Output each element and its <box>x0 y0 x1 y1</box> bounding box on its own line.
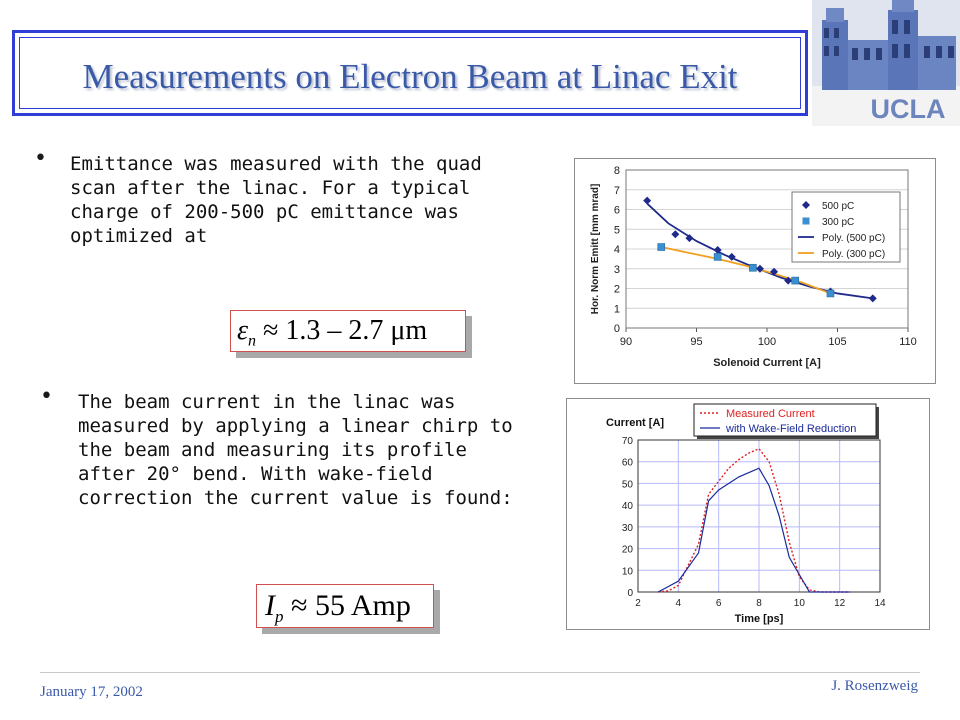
formula-symbol: I <box>265 589 275 622</box>
legend-swatch <box>803 218 810 225</box>
y-tick-label: 8 <box>613 165 620 177</box>
data-point-300pc <box>714 253 721 260</box>
bullet-line: the beam and measuring its profile <box>78 439 467 461</box>
bullet-line: measured by applying a linear chirp to <box>78 415 513 437</box>
legend-label: 500 pC <box>822 201 855 212</box>
y-tick-label: 10 <box>621 566 633 578</box>
x-tick-label: 6 <box>715 598 722 609</box>
x-tick-label: 105 <box>828 336 847 348</box>
current-formula <box>256 584 440 634</box>
footer-author: J. Rosenzweig <box>831 678 918 694</box>
formula-subscript: n <box>248 332 257 350</box>
y-tick-label: 0 <box>627 588 633 599</box>
x-tick-label: 14 <box>874 598 886 609</box>
formula-symbol: ε <box>237 315 249 346</box>
legend-label: Poly. (300 pC) <box>822 249 886 260</box>
y-tick-label: 50 <box>621 479 633 491</box>
x-tick-label: 8 <box>756 598 762 609</box>
formula-relation: ≈ <box>263 315 279 346</box>
y-tick-label: 1 <box>613 303 620 316</box>
y-tick-label: 2 <box>613 283 620 296</box>
current-profile-chart <box>566 398 930 630</box>
ucla-logo-text: UCLA <box>870 94 946 124</box>
y-tick-label: 20 <box>621 544 633 556</box>
legend-label: with Wake-Field Reduction <box>726 423 857 435</box>
bullet-marker: • <box>34 146 47 171</box>
x-tick-label: 110 <box>899 336 917 348</box>
bullet-line: after 20° bend. With wake-field <box>78 463 433 485</box>
bullet-line: correction the current value is found: <box>78 487 513 509</box>
x-axis-label: Time [ps] <box>734 613 784 625</box>
y-tick-label: 5 <box>613 224 620 237</box>
x-tick-label: 4 <box>675 598 682 609</box>
y-tick-label: 70 <box>621 436 633 447</box>
x-tick-label: 10 <box>793 598 805 609</box>
bullet-line: charge of 200-500 pC emittance was <box>70 201 459 223</box>
x-axis-label: Solenoid Current [A] <box>713 357 821 369</box>
formula-subscript: p <box>275 607 284 626</box>
footer-date: January 17, 2002 <box>40 684 143 700</box>
y-axis-label: Current [A] <box>606 417 665 429</box>
x-tick-label: 95 <box>690 336 703 348</box>
y-tick-label: 0 <box>613 323 620 335</box>
y-tick-label: 40 <box>621 501 633 513</box>
slide-title: Measurements on Electron Beam at Linac Exit <box>82 57 738 96</box>
legend-label: Poly. (500 pC) <box>822 233 886 244</box>
y-tick-label: 6 <box>613 204 620 217</box>
footer-divider <box>40 672 920 673</box>
title-frame <box>12 30 808 116</box>
bullet-line: The beam current in the linac was <box>78 391 456 413</box>
x-tick-label: 12 <box>834 598 846 609</box>
bullet-line: scan after the linac. For a typical <box>70 177 471 199</box>
emittance-formula <box>230 310 472 358</box>
formula-value: 55 Amp <box>314 589 411 622</box>
bullet-marker: • <box>40 384 53 409</box>
bullet-line: Emittance was measured with the quad <box>70 153 482 175</box>
x-tick-label: 2 <box>635 598 641 609</box>
y-tick-label: 30 <box>621 522 633 534</box>
y-tick-label: 60 <box>621 457 633 469</box>
x-tick-label: 90 <box>619 336 633 348</box>
formula-value: 1.3 – 2.7 μm <box>285 315 428 346</box>
y-tick-label: 7 <box>613 184 620 197</box>
data-point-300pc <box>749 264 756 271</box>
y-tick-label: 3 <box>613 263 620 276</box>
x-tick-label: 100 <box>757 336 777 348</box>
y-tick-label: 4 <box>613 244 620 256</box>
formula-relation: ≈ <box>291 589 308 622</box>
y-axis-label: Hor. Norm Emitt [mm mrad] <box>590 183 601 315</box>
data-point-300pc <box>658 244 665 251</box>
data-point-300pc <box>827 290 834 297</box>
bullet-2-text <box>78 390 513 510</box>
legend-label: Measured Current <box>726 408 815 420</box>
emittance-chart <box>574 158 936 384</box>
bullet-line: optimized at <box>70 225 208 247</box>
bullet-1-text <box>70 152 482 248</box>
ucla-logo <box>812 0 960 126</box>
legend-label: 300 pC <box>822 217 855 228</box>
data-point-300pc <box>792 277 799 284</box>
